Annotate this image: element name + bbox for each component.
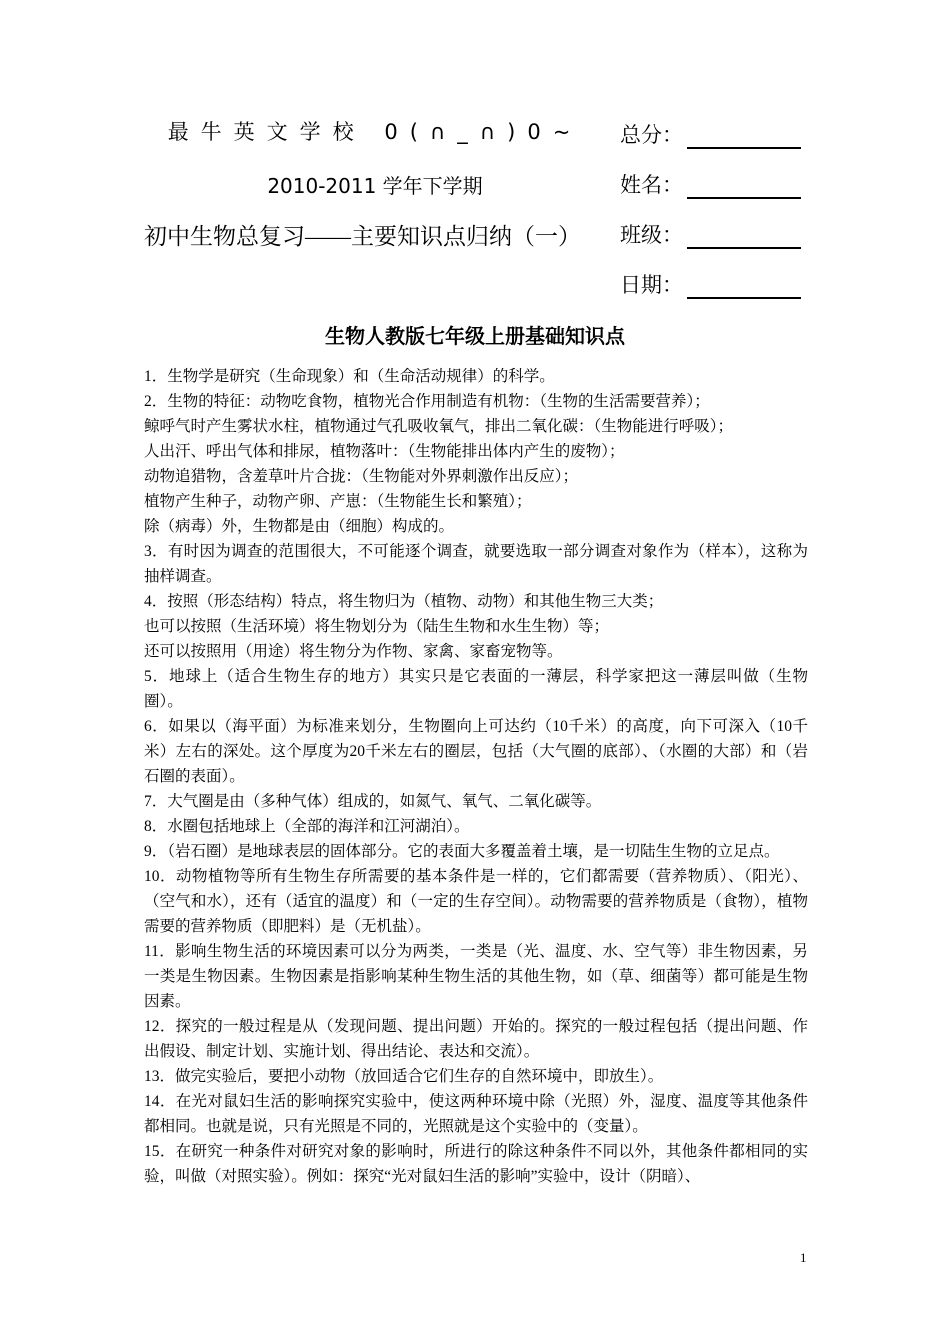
paragraph: 13．做完实验后，要把小动物（放回适合它们生存的自然环境中，即放生）。 xyxy=(144,1068,664,1085)
paragraph: 还可以按照用（用途）将生物分为作物、家禽、家畜宠物等。 xyxy=(144,643,563,660)
paragraph: 除（病毒）外，生物都是由（细胞）构成的。 xyxy=(144,518,455,535)
class-field xyxy=(620,219,801,249)
course-title: 初中生物总复习——主要知识点归纳（一） xyxy=(144,224,581,249)
paragraph: 2．生物的特征：动物吃食物，植物光合作用制造有机物：（生物的生活需要营养）； xyxy=(144,393,710,410)
paragraph: 14．在光对鼠妇生活的影响探究实验中，使这两种环境中除（光照）外，湿度、温度等其他条件都相同。也就是说，只有光照是不同的，光照就是这个实验中的（变量）。 xyxy=(144,1093,808,1135)
name-field xyxy=(620,169,801,199)
paragraph: 5．地球上（适合生物生存的地方）其实只是它表面的一薄层，科学家把这一薄层叫做（生物圈）。 xyxy=(144,668,808,710)
school-term: 2010-2011 学年下学期 xyxy=(267,174,483,198)
name-label: 姓名： xyxy=(620,173,683,197)
date-label: 日期： xyxy=(620,273,683,297)
paragraph: 3．有时因为调查的范围很大，不可能逐个调查，就要选取一部分调查对象作为（样本），这称为抽样调查。 xyxy=(144,543,808,585)
page-number: 1 xyxy=(800,1250,807,1265)
knowledge-list xyxy=(144,364,808,1189)
paragraph: 6．如果以（海平面）为标准来划分，生物圈向上可达约（10千米）的高度，向下可深入（10千米）左右的深处。这个厚度为20千米左右的圈层，包括（大气圈的底部）、（水圈的大部）和（岩石圈的表面）。 xyxy=(144,718,808,785)
paragraph: 人出汗、呼出气体和排尿，植物落叶：（生物能排出体内产生的废物）； xyxy=(144,443,625,460)
paragraph: 15．在研究一种条件对研究对象的影响时，所进行的除这种条件不同以外，其他条件都相同的实验，叫做（对照实验）。例如：探究“光对鼠妇生活的影响”实验中，设计（阴暗）、 xyxy=(144,1143,808,1185)
paragraph: 9．（岩石圈）是地球表层的固体部分。它的表面大多覆盖着土壤，是一切陆生生物的立足点。 xyxy=(144,843,780,860)
paragraph: 也可以按照（生活环境）将生物划分为（陆生生物和水生生物）等； xyxy=(144,618,610,635)
date-blank[interactable] xyxy=(687,271,801,299)
name-blank[interactable] xyxy=(687,171,801,199)
paragraph: 11．影响生物生活的环境因素可以分为两类，一类是（光、温度、水、空气等）非生物因素，另一类是生物因素。生物因素是指影响某种生物生活的其他生物，如（草、细菌等）都可能是生物因素。 xyxy=(144,943,808,1010)
section-title: 生物人教版七年级上册基础知识点 xyxy=(325,324,625,348)
class-blank[interactable] xyxy=(687,221,801,249)
paragraph: 7．大气圈是由（多种气体）组成的，如氮气、氧气、二氧化碳等。 xyxy=(144,793,602,810)
paragraph: 1．生物学是研究（生命现象）和（生命活动规律）的科学。 xyxy=(144,368,555,385)
paragraph: 8．水圈包括地球上（全部的海洋和江河湖泊）。 xyxy=(144,818,470,835)
class-label: 班级： xyxy=(620,223,683,247)
paragraph: 4．按照（形态结构）特点，将生物归为（植物、动物）和其他生物三大类； xyxy=(144,593,664,610)
school-name: 最牛英文学校 0(∩_∩)0~ xyxy=(167,120,583,144)
score-field xyxy=(620,119,801,149)
paragraph: 动物追猎物，含羞草叶片合拢：（生物能对外界刺激作出反应）； xyxy=(144,468,579,485)
paragraph: 鲸呼气时产生雾状水柱，植物通过气孔吸收氧气，排出二氧化碳：（生物能进行呼吸）； xyxy=(144,418,734,435)
score-label: 总分： xyxy=(620,123,683,147)
paragraph: 植物产生种子，动物产卵、产崽：（生物能生长和繁殖）； xyxy=(144,493,532,510)
score-blank[interactable] xyxy=(687,121,801,149)
paragraph: 12．探究的一般过程是从（发现问题、提出问题）开始的。探究的一般过程包括（提出问题、作出假设、制定计划、实施计划、得出结论、表达和交流）。 xyxy=(144,1018,808,1060)
date-field xyxy=(620,269,801,299)
paragraph: 10．动物植物等所有生物生存所需要的基本条件是一样的，它们都需要（营养物质）、（阳光）、（空气和水），还有（适宜的温度）和（一定的生存空间）。动物需要的营养物质是（食物），植物需要的营养物质（即肥料）是（无机盐）。 xyxy=(144,868,808,935)
